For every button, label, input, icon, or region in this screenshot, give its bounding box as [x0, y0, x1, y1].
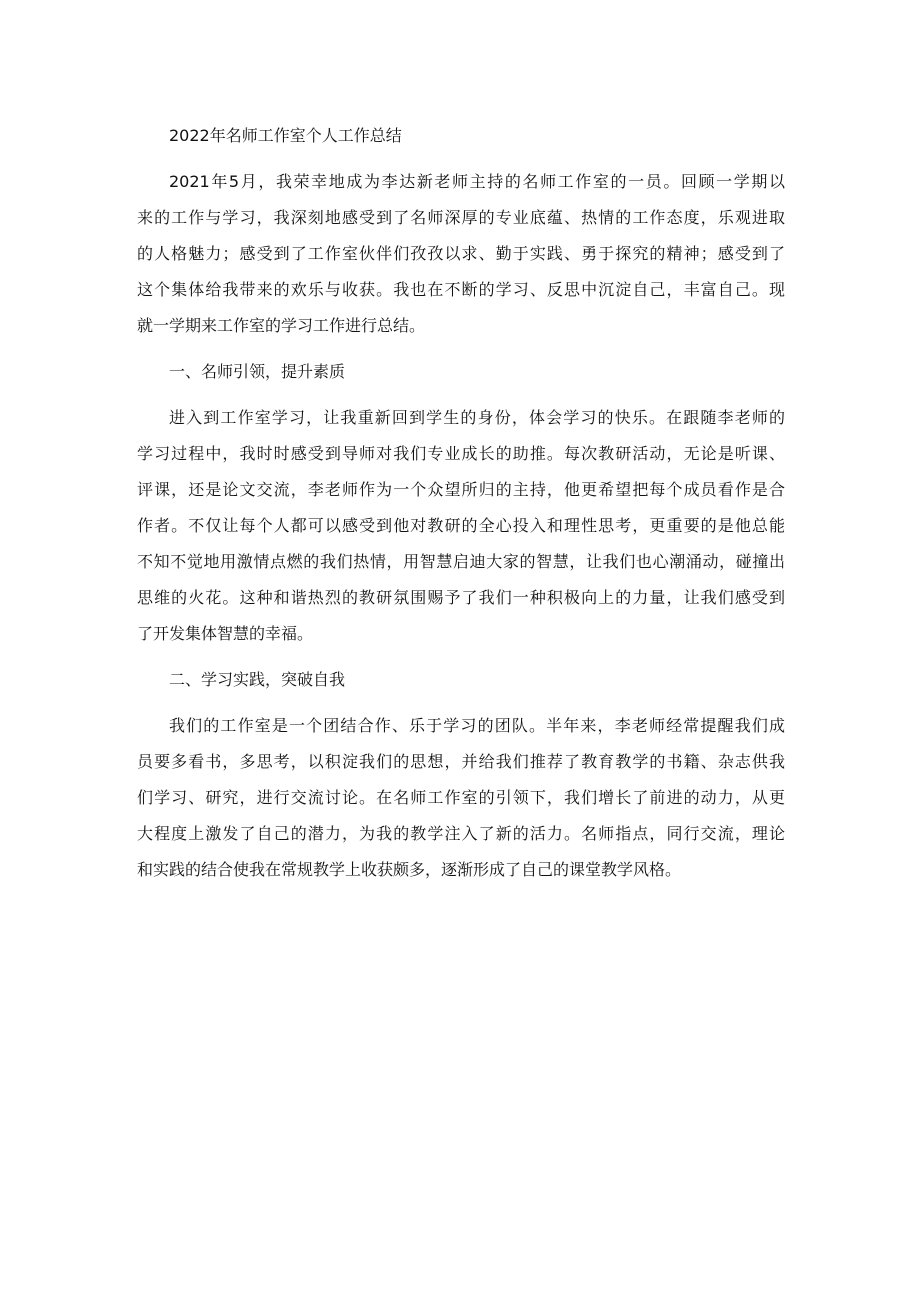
section1-paragraph [137, 400, 785, 652]
intro-paragraph [137, 164, 785, 344]
paragraph-line: 大程度上激发了自己的潜力，为我的教学注入了新的活力。名师指点，同行交流，理论 [137, 824, 785, 843]
paragraph-line: 员要多看书，多思考，以积淀我们的思想，并给我们推荐了教育教学的书籍、杂志供我 [137, 752, 785, 771]
paragraph-line: 评课，还是论文交流，李老师作为一个众望所归的主持，他更希望把每个成员看作是合 [137, 480, 785, 499]
paragraph-line: 了开发集体智慧的幸福。 [137, 624, 314, 643]
paragraph-line: 不知不觉地用激情点燃的我们热情，用智慧启迪大家的智慧，让我们也心潮涌动，碰撞出 [137, 552, 785, 571]
paragraph-line: 就一学期来工作室的学习工作进行总结。 [137, 316, 426, 335]
section1-heading: 一、名师引领，提升素质 [169, 362, 346, 381]
document-title: 2022年名师工作室个人工作总结 [169, 126, 402, 145]
section2-paragraph [137, 708, 785, 888]
spacer [137, 154, 785, 164]
paragraph-line: 2021年5月，我荣幸地成为李达新老师主持的名师工作室的一员。回顾一学期以 [169, 172, 785, 191]
paragraph-line: 我们的工作室是一个团结合作、乐于学习的团队。半年来，李老师经常提醒我们成 [169, 716, 785, 735]
paragraph-line: 这个集体给我带来的欢乐与收获。我也在不断的学习、反思中沉淀自己，丰富自己。现 [137, 280, 785, 299]
spacer [137, 698, 785, 708]
spacer [137, 652, 785, 662]
spacer [137, 390, 785, 400]
paragraph-line: 学习过程中，我时时感受到导师对我们专业成长的助推。每次教研活动，无论是听课、 [137, 444, 785, 463]
paragraph-line: 作者。不仅让每个人都可以感受到他对教研的全心投入和理性思考，更重要的是他总能 [137, 516, 785, 535]
section2-heading: 二、学习实践，突破自我 [169, 670, 346, 689]
paragraph-line: 来的工作与学习，我深刻地感受到了名师深厚的专业底蕴、热情的工作态度，乐观进取 [137, 208, 785, 227]
paragraph-line: 进入到工作室学习，让我重新回到学生的身份，体会学习的快乐。在跟随李老师的 [169, 408, 785, 427]
paragraph-line: 们学习、研究，进行交流讨论。在名师工作室的引领下，我们增长了前进的动力，从更 [137, 788, 785, 807]
paragraph-line: 和实践的结合使我在常规教学上收获颇多，逐渐形成了自己的课堂教学风格。 [137, 860, 682, 879]
spacer [137, 344, 785, 354]
paragraph-line: 的人格魅力；感受到了工作室伙伴们孜孜以求、勤于实践、勇于探究的精神；感受到了 [137, 244, 785, 263]
document-page [137, 118, 785, 888]
paragraph-line: 思维的火花。这种和谐热烈的教研氛围赐予了我们一种积极向上的力量，让我们感受到 [137, 588, 785, 607]
